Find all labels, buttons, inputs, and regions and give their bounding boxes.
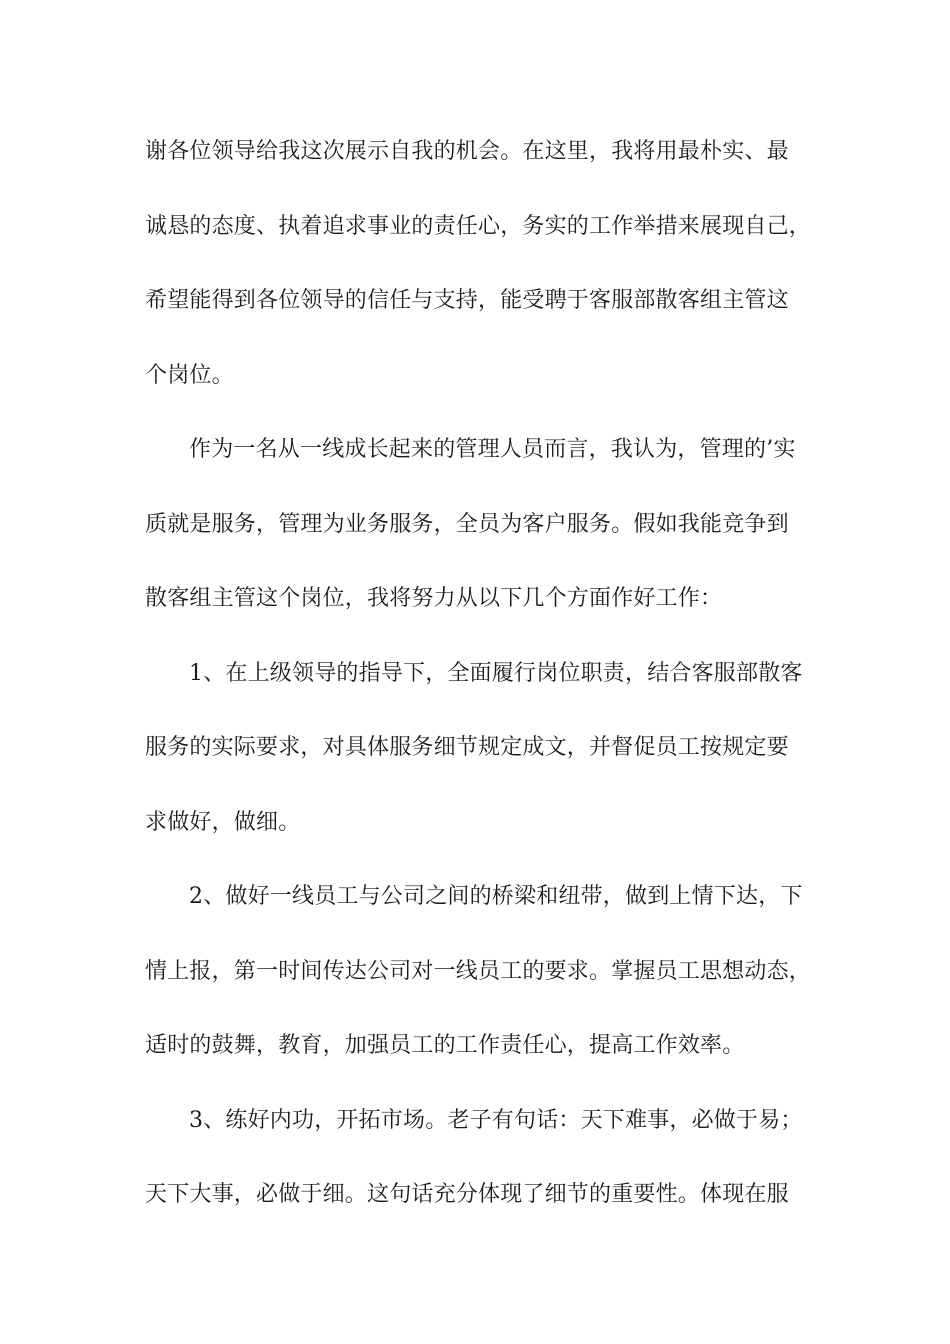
paragraph-start-line: 1、在上级领导的指导下，全面履行岗位职责，结合客服部散客: [189, 660, 803, 686]
text-line: 诚恳的态度、执着追求事业的责任心，务实的工作举措来展现自己，: [145, 213, 812, 239]
paragraph-start-line: 3、练好内功，开拓市场。老子有句话：天下难事，必做于易；: [189, 1107, 803, 1133]
document-body: [145, 122, 825, 1240]
text-line: 服务的实际要求，对具体服务细节规定成文，并督促员工按规定要: [145, 735, 789, 760]
text-line: 希望能得到各位领导的信任与支持，能受聘于客服部散客组主管这: [145, 288, 789, 313]
text-line: 适时的鼓舞，教育，加强员工的工作责任心，提高工作效率。: [145, 1033, 745, 1058]
text-line: 散客组主管这个岗位，我将努力从以下几个方面作好工作：: [145, 586, 723, 611]
paragraph-start-line: 2、做好一线员工与公司之间的桥梁和纽带，做到上情下达，下: [189, 884, 803, 909]
text-line: 情上报，第一时间传达公司对一线员工的要求。掌握员工思想动态，: [145, 958, 812, 984]
text-line: 天下大事，必做于细。这句话充分体现了细节的重要性。体现在服: [145, 1182, 789, 1207]
text-line: 个岗位。: [145, 362, 234, 388]
paragraph-start-line: 作为一名从一线成长起来的管理人员而言，我认为，管理的’实: [189, 437, 796, 462]
text-line: 求做好，做细。: [145, 809, 301, 835]
text-line: 谢各位领导给我这次展示自我的机会。在这里，我将用最朴实、最: [145, 139, 789, 164]
text-line: 质就是服务，管理为业务服务，全员为客户服务。假如我能竞争到: [145, 511, 789, 537]
